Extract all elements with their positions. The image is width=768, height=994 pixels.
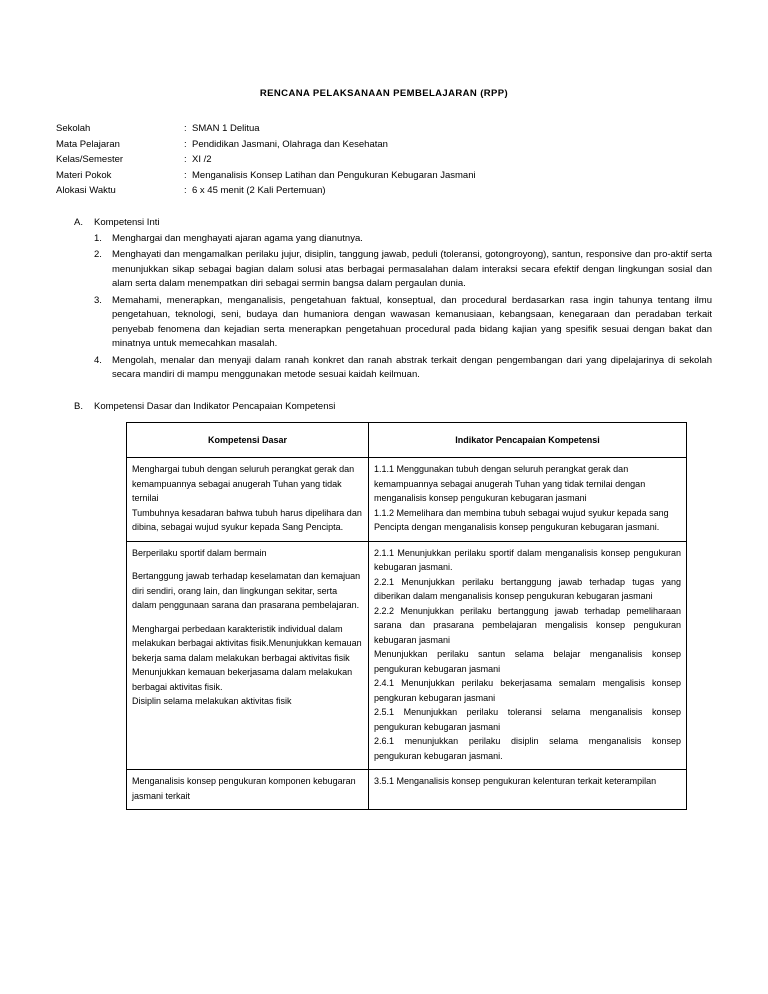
section-spacer xyxy=(56,387,712,401)
meta-separator: : xyxy=(184,138,187,150)
meta-label: Materi Pokok xyxy=(56,169,112,181)
table-row xyxy=(127,541,687,770)
indikator-text: 1.1.1 Menggunakan tubuh dengan seluruh perangkat gerak dan kemampuannya sebagai anugerah Tuhan yang tidak ternilai dengan menganalisis konsep pengukuran kebugaran jasmani xyxy=(374,464,646,503)
section-b-heading xyxy=(56,401,712,412)
indikator-text: 2.4.1 Menunjukkan perilaku bekerjasama semalam mengalisis konsep pengkuran kebugaran jasmani xyxy=(374,678,681,703)
list-item-text: Menghayati dan mengamalkan perilaku jujur, disiplin, tanggung jawab, peduli (toleransi, gotongroyong), santun, responsive dan pro-aktif serta menunjukkan sikap sebagai bagian dalam solusi atas berbagai permasalahan dalam interaksi secara efektif dengan lingkungan sosial dan alam serta dalam menempatkan diri sebagai sermin bangsa dalam pergaulan dunia. xyxy=(112,249,712,289)
meta-label: Alokasi Waktu xyxy=(56,185,116,196)
list-item xyxy=(94,232,712,247)
section-kompetensi-dasar xyxy=(56,401,712,811)
section-a-letter: A. xyxy=(74,216,83,228)
meta-row xyxy=(56,183,712,199)
cell-indikator xyxy=(369,541,687,770)
list-item-text: Mengolah, menalar dan menyaji dalam ranah konkret dan ranah abstrak terkait dengan pengembangan dari yang dipelajarinya di sekolah secara mandiri di mampu menggunakan metode sesuai kaidah keilmuan. xyxy=(112,354,712,380)
text-gap xyxy=(132,613,363,622)
indikator-text: 2.6.1 menunjukkan perilaku disiplin selama menganalisis konsep pengukuran kebugaran jasmani. xyxy=(374,736,681,761)
indikator-text: 2.2.1 Menunjukkan perilaku bertanggung jawab terhadap tugas yang diberikan dalam menganalisis konsep pengukuran kebugaran jasmani xyxy=(374,576,681,601)
page-title: RENCANA PELAKSANAAN PEMBELAJARAN (RPP) xyxy=(259,88,509,99)
meta-label: Mata Pelajaran xyxy=(56,138,120,150)
kd-text: Menunjukkan kemauan bekerjasama dalam melakukan berbagai aktivitas fisik. xyxy=(132,667,353,692)
meta-row xyxy=(56,168,712,184)
kd-text: Menghargai tubuh dengan seluruh perangkat gerak dan kemampuannya sebagai anugerah Tuhan yang tidak ternilai xyxy=(132,464,355,503)
list-item-number: 4. xyxy=(94,354,102,366)
meta-label: Sekolah xyxy=(56,123,91,134)
kompetensi-inti-list xyxy=(56,232,712,383)
meta-separator: : xyxy=(184,123,187,134)
section-b-letter: B. xyxy=(74,400,83,412)
indikator-text: 1.1.2 Memelihara dan membina tubuh sebagai wujud syukur kepada sang Pencipta dengan menganalisis konsep pengukuran kebugaran jasmani. xyxy=(374,507,669,532)
list-item-text: Memahami, menerapkan, menganalisis, pengetahuan faktual, konseptual, dan procedural berdasarkan rasa ingin tahunya tentang ilmu pengetahuan, teknologi, seni, budaya dan humaniora dengan wawasan kemanusiaan, kebangsaan, kenegaraan dan peradaban terkait penyebab fenomena dan kejadian serta menerapkan pengetahuan procedural pada bidang kajian yang spesifik sesuai dengan bakat dan minatnya untuk memecahkan masalah. xyxy=(112,294,712,349)
kd-text: Tumbuhnya kesadaran bahwa tubuh harus dipelihara dan dibina, sebagai wujud syukur kepada Sang Pencipta. xyxy=(132,507,362,532)
meta-separator: : xyxy=(184,185,187,196)
meta-label: Kelas/Semester xyxy=(56,154,124,165)
list-item xyxy=(94,354,712,383)
section-b-title: Kompetensi Dasar dan Indikator Pencapaian Kompetensi xyxy=(94,400,336,412)
cell-kompetensi-dasar xyxy=(127,541,369,770)
list-item-text: Menghargai dan menghayati ajaran agama yang dianutnya. xyxy=(112,232,363,244)
kd-text: Bertanggung jawab terhadap keselamatan dan kemajuan diri sendiri, orang lain, dan lingkungan sekitar, serta dalam penggunaan sarana dan prasarana pembelajaran. xyxy=(132,571,361,610)
kd-text: Menganalisis konsep pengukuran komponen kebugaran jasmani terkait xyxy=(132,776,356,801)
cell-kompetensi-dasar xyxy=(127,458,369,542)
list-item-number: 1. xyxy=(94,232,102,244)
cell-indikator xyxy=(369,770,687,810)
meta-separator: : xyxy=(184,154,187,165)
cell-indikator xyxy=(369,458,687,542)
table-header-row xyxy=(127,422,687,458)
section-a-heading xyxy=(56,217,712,228)
meta-value: Pendidikan Jasmani, Olahraga dan Kesehatan xyxy=(192,138,388,150)
column-header-indikator: Indikator Pencapaian Kompetensi xyxy=(369,422,687,458)
table-row xyxy=(127,458,687,542)
section-kompetensi-inti xyxy=(56,217,712,383)
kd-text: Berperilaku sportif dalam bermain xyxy=(132,547,267,558)
kd-text: Menghargai perbedaan karakteristik individual dalam melakukan berbagai aktivitas fisik.Menunjukkan kemauan bekerja sama dalam melakukan berbagai aktivitas fisik xyxy=(132,623,362,663)
indikator-text: 2.5.1 Menunjukkan perilaku toleransi selama menganalisis konsep pengukuran kebugaran jasmani xyxy=(374,707,681,732)
indikator-text: 3.5.1 Menganalisis konsep pengukuran kelenturan terkait keterampilan xyxy=(374,776,657,786)
meta-row xyxy=(56,152,712,168)
list-item-number: 3. xyxy=(94,294,102,306)
meta-separator: : xyxy=(184,169,187,181)
indikator-text: Menunjukkan perilaku santun selama belajar menganalisis konsep pengukuran kebugaran jasmani xyxy=(374,649,681,674)
text-gap xyxy=(132,560,363,569)
kd-text: Disiplin selama melakukan aktivitas fisik xyxy=(132,696,292,706)
column-header-kompetensi-dasar: Kompetensi Dasar xyxy=(127,422,369,458)
meta-value: 6 x 45 menit (2 Kali Pertemuan) xyxy=(192,185,326,196)
section-a-title: Kompetensi Inti xyxy=(94,216,160,228)
meta-value: SMAN 1 Delitua xyxy=(192,123,260,134)
list-item-number: 2. xyxy=(94,249,102,260)
kompetensi-table xyxy=(126,422,687,811)
indikator-text: 2.1.1 Menunjukkan perilaku sportif dalam menganalisis konsep pengukuran kebugaran jasmani. xyxy=(374,547,681,572)
list-item xyxy=(94,248,712,292)
meta-row xyxy=(56,121,712,137)
list-item xyxy=(94,294,712,352)
meta-value: Menganalisis Konsep Latihan dan Pengukuran Kebugaran Jasmani xyxy=(192,169,476,181)
indikator-text: 2.2.2 Menunjukkan perilaku bertanggung jawab terhadap pemeliharaan sarana dan prasarana pembelajaran mengalisis konsep pengukuran kebugaran jasmani xyxy=(374,605,681,645)
document-metadata xyxy=(56,121,712,199)
cell-kompetensi-dasar xyxy=(127,770,369,810)
table-row xyxy=(127,770,687,810)
meta-row xyxy=(56,137,712,153)
meta-value: XI /2 xyxy=(192,154,212,165)
